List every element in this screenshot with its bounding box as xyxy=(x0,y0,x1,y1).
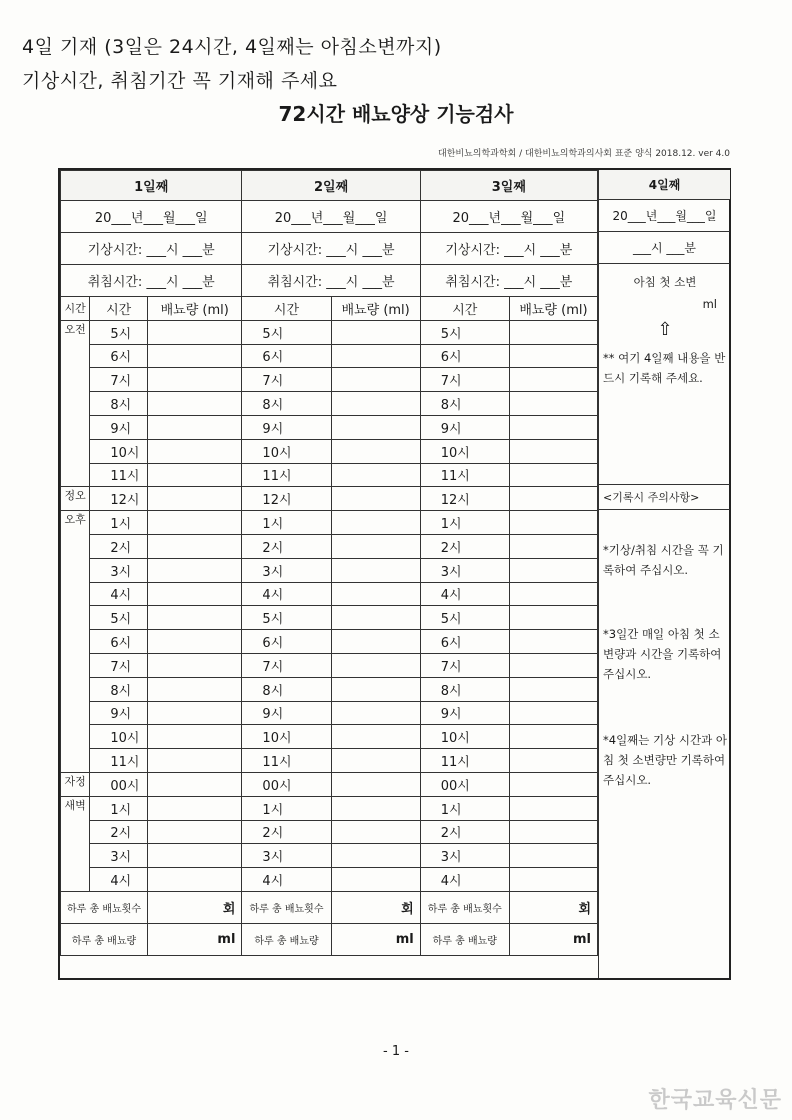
hour-label: 1시 xyxy=(420,796,509,820)
hour-row xyxy=(61,725,598,749)
hour-label: 00시 xyxy=(242,772,331,796)
hour-row xyxy=(61,749,598,773)
instruction-line-1: 4일 기재 (3일은 24시간, 4일째는 아침소변까지) xyxy=(22,36,442,58)
volume-cell[interactable] xyxy=(148,582,242,606)
volume-total-label: 하루 총 배뇨량 xyxy=(61,923,148,955)
hour-label: 8시 xyxy=(90,392,148,416)
hour-label: 5시 xyxy=(420,606,509,630)
day4-header: 4일째 xyxy=(599,170,730,200)
hour-label: 2시 xyxy=(90,534,148,558)
volume-total-cell[interactable]: ml xyxy=(331,923,420,955)
day3-header: 3일째 xyxy=(420,171,597,201)
hour-label: 3시 xyxy=(90,844,148,868)
time-header: 시간 xyxy=(420,297,509,321)
volume-cell[interactable] xyxy=(509,725,597,749)
hour-label: 9시 xyxy=(420,415,509,439)
hour-row xyxy=(61,558,598,582)
hour-label: 2시 xyxy=(420,534,509,558)
hour-label: 5시 xyxy=(420,320,509,344)
hour-row xyxy=(61,487,598,511)
hour-label: 5시 xyxy=(242,606,331,630)
period-label: 자정 xyxy=(61,772,90,796)
period-label xyxy=(61,725,90,749)
hour-label: 00시 xyxy=(420,772,509,796)
volume-header: 배뇨량 (ml) xyxy=(509,297,597,321)
period-label xyxy=(61,868,90,892)
hour-label: 3시 xyxy=(420,558,509,582)
volume-cell[interactable] xyxy=(509,439,597,463)
period-label xyxy=(61,415,90,439)
volume-cell[interactable] xyxy=(331,487,420,511)
note-item: *4일째는 기상 시간과 아침 첫 소변량만 기록하여 주십시오. xyxy=(603,733,728,787)
volume-cell[interactable] xyxy=(509,844,597,868)
period-label xyxy=(61,677,90,701)
volume-cell[interactable] xyxy=(331,630,420,654)
column-header-row xyxy=(61,297,598,321)
hour-label: 6시 xyxy=(420,344,509,368)
volume-cell[interactable] xyxy=(331,606,420,630)
volume-header: 배뇨량 (ml) xyxy=(331,297,420,321)
day2-sleep-time[interactable]: 취침시간: ___시 ___분 xyxy=(242,265,420,297)
period-label: 정오 xyxy=(61,487,90,511)
hour-row xyxy=(61,653,598,677)
volume-cell[interactable] xyxy=(331,677,420,701)
hour-label: 9시 xyxy=(242,701,331,725)
instruction-line-2: 기상시간, 취침기간 꼭 기재해 주세요 xyxy=(22,70,338,92)
hour-label: 7시 xyxy=(90,368,148,392)
volume-cell[interactable] xyxy=(148,796,242,820)
volume-cell[interactable] xyxy=(331,392,420,416)
hour-label: 3시 xyxy=(242,844,331,868)
day3-date[interactable]: 20___년___월___일 xyxy=(420,201,597,233)
volume-cell[interactable] xyxy=(509,868,597,892)
volume-cell[interactable] xyxy=(331,868,420,892)
hour-label: 4시 xyxy=(420,868,509,892)
volume-cell[interactable] xyxy=(509,511,597,535)
day1-wake-time[interactable]: 기상시간: ___시 ___분 xyxy=(61,233,242,265)
hour-row xyxy=(61,701,598,725)
voiding-diary-table xyxy=(60,170,598,956)
hour-label: 12시 xyxy=(420,487,509,511)
period-label: 오후 xyxy=(61,511,90,535)
volume-cell[interactable] xyxy=(509,630,597,654)
volume-cell[interactable] xyxy=(509,653,597,677)
day4-wake-time[interactable]: ___시 ___분 xyxy=(599,232,730,264)
hour-label: 4시 xyxy=(90,582,148,606)
volume-cell[interactable] xyxy=(148,749,242,773)
volume-cell[interactable] xyxy=(509,320,597,344)
hour-label: 10시 xyxy=(242,725,331,749)
hour-label: 5시 xyxy=(242,320,331,344)
period-label xyxy=(61,534,90,558)
period-label xyxy=(61,558,90,582)
hour-label: 8시 xyxy=(420,677,509,701)
count-label: 하루 총 배뇨횟수 xyxy=(420,891,509,923)
volume-cell[interactable] xyxy=(331,653,420,677)
period-label xyxy=(61,820,90,844)
count-cell[interactable]: 회 xyxy=(509,891,597,923)
hour-row xyxy=(61,606,598,630)
period-label xyxy=(61,463,90,487)
hour-label: 11시 xyxy=(420,463,509,487)
count-cell[interactable]: 회 xyxy=(331,891,420,923)
volume-cell[interactable] xyxy=(148,320,242,344)
day1-header: 1일째 xyxy=(61,171,242,201)
period-label xyxy=(61,344,90,368)
summary-volume-row xyxy=(61,923,598,955)
count-label: 하루 총 배뇨횟수 xyxy=(242,891,331,923)
volume-cell[interactable] xyxy=(331,511,420,535)
period-label xyxy=(61,630,90,654)
volume-cell[interactable] xyxy=(148,772,242,796)
hour-label: 00시 xyxy=(90,772,148,796)
hour-label: 11시 xyxy=(242,463,331,487)
volume-cell[interactable] xyxy=(331,534,420,558)
time-header: 시간 xyxy=(90,297,148,321)
watermark: 한국교육신문 xyxy=(648,1088,782,1113)
hour-label: 2시 xyxy=(242,534,331,558)
volume-total-label: 하루 총 배뇨량 xyxy=(242,923,331,955)
volume-total-cell[interactable]: ml xyxy=(509,923,597,955)
hour-label: 2시 xyxy=(420,820,509,844)
hour-label: 4시 xyxy=(242,868,331,892)
volume-cell[interactable] xyxy=(331,582,420,606)
day-header-row xyxy=(61,171,598,201)
hour-label: 11시 xyxy=(242,749,331,773)
day4-notes-area xyxy=(599,264,730,978)
volume-cell[interactable] xyxy=(331,844,420,868)
day4-instruction: ** 여기 4일째 내용을 반드시 기록해 주세요. xyxy=(603,351,726,385)
hour-label: 5시 xyxy=(90,606,148,630)
day3-wake-time[interactable]: 기상시간: ___시 ___분 xyxy=(420,233,597,265)
volume-cell[interactable] xyxy=(509,582,597,606)
hour-label: 2시 xyxy=(90,820,148,844)
hour-label: 8시 xyxy=(90,677,148,701)
hour-label: 6시 xyxy=(242,630,331,654)
volume-cell[interactable] xyxy=(509,796,597,820)
hour-label: 9시 xyxy=(420,701,509,725)
hour-label: 8시 xyxy=(242,392,331,416)
period-label: 새벽 xyxy=(61,796,90,820)
hour-label: 10시 xyxy=(90,439,148,463)
hour-row xyxy=(61,415,598,439)
hour-label: 3시 xyxy=(420,844,509,868)
hour-label: 2시 xyxy=(242,820,331,844)
hour-label: 8시 xyxy=(420,392,509,416)
volume-cell[interactable] xyxy=(331,701,420,725)
volume-cell[interactable] xyxy=(148,725,242,749)
hour-label: 1시 xyxy=(420,511,509,535)
volume-cell[interactable] xyxy=(331,368,420,392)
summary-count-row xyxy=(61,891,598,923)
hour-row xyxy=(61,630,598,654)
volume-total-label: 하루 총 배뇨량 xyxy=(420,923,509,955)
day2-date[interactable]: 20___년___월___일 xyxy=(242,201,420,233)
hour-label: 10시 xyxy=(420,439,509,463)
volume-cell[interactable] xyxy=(509,415,597,439)
volume-cell[interactable] xyxy=(509,677,597,701)
volume-cell[interactable] xyxy=(148,415,242,439)
hour-label: 12시 xyxy=(242,487,331,511)
up-arrow-icon: ⇧ xyxy=(657,319,673,340)
wake-row xyxy=(61,233,598,265)
hour-label: 9시 xyxy=(90,415,148,439)
hour-row xyxy=(61,772,598,796)
volume-cell[interactable] xyxy=(509,558,597,582)
volume-cell[interactable] xyxy=(509,534,597,558)
volume-cell[interactable] xyxy=(509,463,597,487)
period-label xyxy=(61,701,90,725)
day4-first-urine-label: 아침 첫 소변 xyxy=(633,275,697,289)
volume-cell[interactable] xyxy=(148,344,242,368)
sleep-row xyxy=(61,265,598,297)
volume-cell[interactable] xyxy=(331,749,420,773)
hour-label: 10시 xyxy=(242,439,331,463)
volume-cell[interactable] xyxy=(148,606,242,630)
hour-label: 9시 xyxy=(242,415,331,439)
volume-cell[interactable] xyxy=(331,320,420,344)
volume-cell[interactable] xyxy=(331,344,420,368)
diary-sheet xyxy=(58,168,731,980)
volume-cell[interactable] xyxy=(331,558,420,582)
hour-row xyxy=(61,844,598,868)
volume-cell[interactable] xyxy=(509,392,597,416)
hour-label: 11시 xyxy=(90,463,148,487)
time-header: 시간 xyxy=(242,297,331,321)
period-label xyxy=(61,368,90,392)
volume-cell[interactable] xyxy=(148,701,242,725)
day3-sleep-time[interactable]: 취침시간: ___시 ___분 xyxy=(420,265,597,297)
hour-label: 3시 xyxy=(242,558,331,582)
hour-label: 1시 xyxy=(242,796,331,820)
volume-cell[interactable] xyxy=(148,820,242,844)
volume-cell[interactable] xyxy=(331,820,420,844)
day4-column xyxy=(598,170,730,978)
hour-row xyxy=(61,344,598,368)
hour-label: 1시 xyxy=(90,511,148,535)
volume-cell[interactable] xyxy=(509,487,597,511)
volume-cell[interactable] xyxy=(148,392,242,416)
page-title: 72시간 배뇨양상 기능검사 xyxy=(278,102,514,126)
hour-row xyxy=(61,320,598,344)
hour-label: 1시 xyxy=(90,796,148,820)
volume-cell[interactable] xyxy=(148,487,242,511)
hour-label: 6시 xyxy=(242,344,331,368)
hour-label: 3시 xyxy=(90,558,148,582)
hour-label: 7시 xyxy=(90,653,148,677)
volume-cell[interactable] xyxy=(148,630,242,654)
volume-cell[interactable] xyxy=(331,725,420,749)
hour-row xyxy=(61,511,598,535)
count-label: 하루 총 배뇨횟수 xyxy=(61,891,148,923)
hour-label: 11시 xyxy=(420,749,509,773)
volume-cell[interactable] xyxy=(331,796,420,820)
hour-row xyxy=(61,439,598,463)
note-item: *3일간 매일 아침 첫 소변량과 시간을 기록하여 주십시오. xyxy=(603,627,722,681)
volume-cell[interactable] xyxy=(331,415,420,439)
org-credit: 대한비뇨의학과학회 / 대한비뇨의학과의사회 표준 양식 2018.12. ver 4.0 xyxy=(438,149,730,159)
hour-row xyxy=(61,582,598,606)
day1-date[interactable]: 20___년___월___일 xyxy=(61,201,242,233)
note-item: *기상/취침 시간을 꼭 기록하여 주십시오. xyxy=(603,543,724,577)
volume-cell[interactable] xyxy=(509,749,597,773)
period-label xyxy=(61,439,90,463)
hour-label: 10시 xyxy=(90,725,148,749)
volume-cell[interactable] xyxy=(148,439,242,463)
hour-label: 6시 xyxy=(420,630,509,654)
hour-label: 4시 xyxy=(420,582,509,606)
hour-row xyxy=(61,463,598,487)
volume-cell[interactable] xyxy=(509,368,597,392)
day4-first-urine-unit[interactable]: ml xyxy=(702,297,717,311)
volume-cell[interactable] xyxy=(148,534,242,558)
hour-row xyxy=(61,820,598,844)
hour-label: 8시 xyxy=(242,677,331,701)
volume-cell[interactable] xyxy=(509,820,597,844)
day1-sleep-time[interactable]: 취침시간: ___시 ___분 xyxy=(61,265,242,297)
hour-label: 9시 xyxy=(90,701,148,725)
hour-label: 10시 xyxy=(420,725,509,749)
volume-cell[interactable] xyxy=(509,606,597,630)
page-number: - 1 - xyxy=(383,1044,409,1059)
volume-cell[interactable] xyxy=(509,701,597,725)
hour-row xyxy=(61,392,598,416)
volume-cell[interactable] xyxy=(509,772,597,796)
hour-label: 7시 xyxy=(420,368,509,392)
period-label xyxy=(61,653,90,677)
volume-cell[interactable] xyxy=(148,368,242,392)
hour-label: 7시 xyxy=(242,653,331,677)
day2-wake-time[interactable]: 기상시간: ___시 ___분 xyxy=(242,233,420,265)
volume-cell[interactable] xyxy=(148,463,242,487)
hour-row xyxy=(61,677,598,701)
volume-cell[interactable] xyxy=(148,868,242,892)
date-row xyxy=(61,201,598,233)
volume-cell[interactable] xyxy=(148,558,242,582)
hour-label: 5시 xyxy=(90,320,148,344)
hour-label: 6시 xyxy=(90,630,148,654)
volume-cell[interactable] xyxy=(148,844,242,868)
hour-row xyxy=(61,796,598,820)
volume-cell[interactable] xyxy=(148,511,242,535)
volume-cell[interactable] xyxy=(331,772,420,796)
hour-label: 4시 xyxy=(242,582,331,606)
period-label xyxy=(61,582,90,606)
volume-cell[interactable] xyxy=(331,463,420,487)
hour-label: 12시 xyxy=(90,487,148,511)
volume-total-cell[interactable]: ml xyxy=(148,923,242,955)
period-label xyxy=(61,606,90,630)
period-header: 시간 xyxy=(61,297,90,321)
hour-row xyxy=(61,868,598,892)
hour-row xyxy=(61,368,598,392)
period-label: 오전 xyxy=(61,320,90,344)
period-label xyxy=(61,392,90,416)
hour-label: 11시 xyxy=(90,749,148,773)
period-label xyxy=(61,749,90,773)
volume-cell[interactable] xyxy=(509,344,597,368)
hour-label: 7시 xyxy=(420,653,509,677)
hour-label: 1시 xyxy=(242,511,331,535)
hour-label: 7시 xyxy=(242,368,331,392)
day4-date[interactable]: 20___년___월___일 xyxy=(599,200,730,232)
hour-label: 4시 xyxy=(90,868,148,892)
hour-label: 6시 xyxy=(90,344,148,368)
period-label xyxy=(61,844,90,868)
volume-cell[interactable] xyxy=(331,439,420,463)
volume-cell[interactable] xyxy=(148,653,242,677)
day2-header: 2일째 xyxy=(242,171,420,201)
count-cell[interactable]: 회 xyxy=(148,891,242,923)
volume-header: 배뇨량 (ml) xyxy=(148,297,242,321)
notes-title: <기록시 주의사항> xyxy=(599,484,730,510)
hour-row xyxy=(61,534,598,558)
volume-cell[interactable] xyxy=(148,677,242,701)
